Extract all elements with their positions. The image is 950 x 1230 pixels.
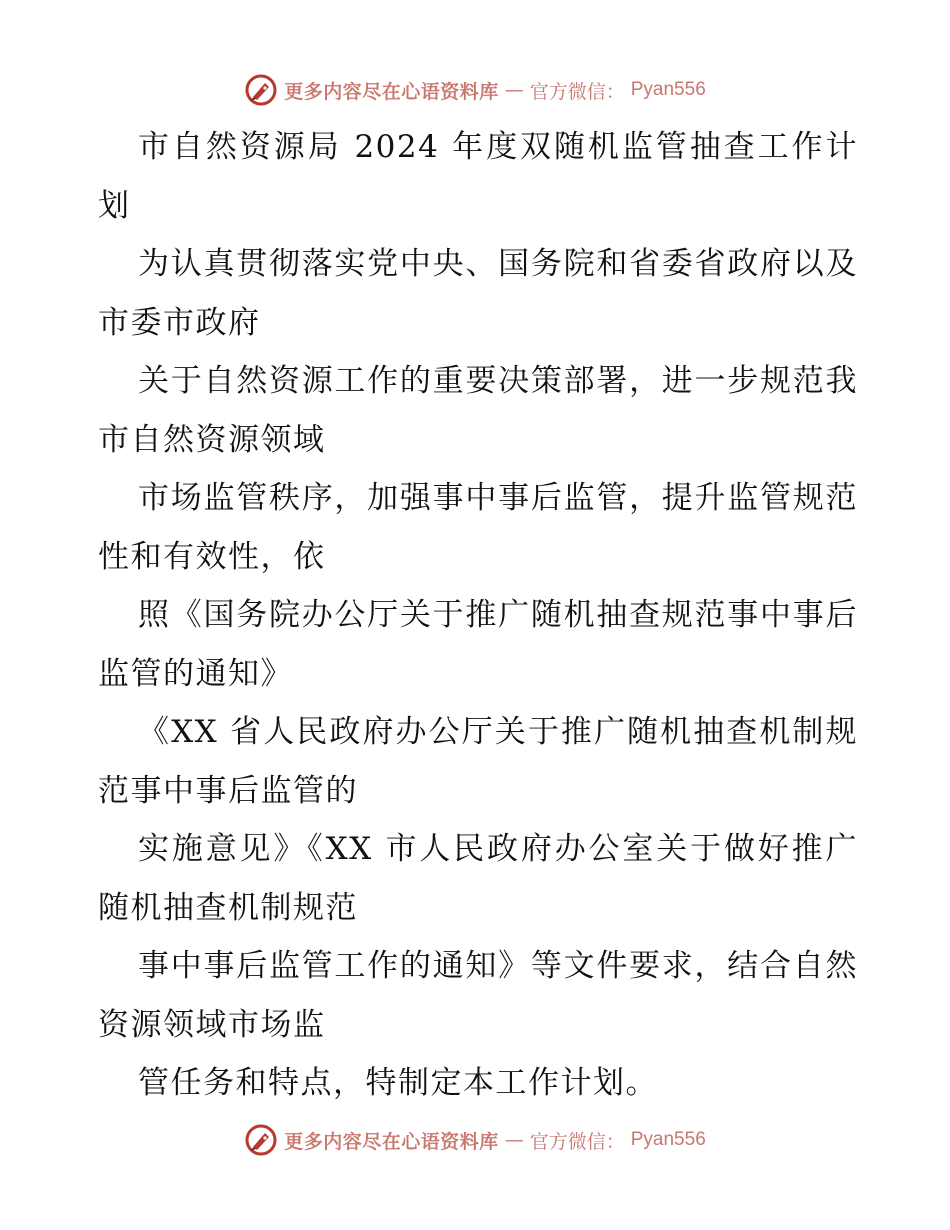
paragraph-4: 照《国务院办公厅关于推广随机抽查规范事中事后监管的通知》 <box>98 597 858 692</box>
paragraph-5: 《XX 省人民政府办公厅关于推广随机抽查机制规范事中事后监管的 <box>98 714 858 809</box>
watermark-official-label: 官方微信： <box>529 1130 625 1153</box>
watermark-wechat-id: Pyan556 <box>630 1129 706 1150</box>
document-body <box>98 118 858 1113</box>
header-watermark <box>0 70 950 110</box>
paragraph-2: 关于自然资源工作的重要决策部署，进一步规范我市自然资源领域 <box>98 363 858 458</box>
watermark-wechat-id: Pyan556 <box>630 79 706 100</box>
watermark-dash: — <box>504 79 524 101</box>
watermark-site-text: 更多内容尽在心语资料库 <box>284 1130 499 1153</box>
paragraph-3: 市场监管秩序，加强事中事后监管，提升监管规范性和有效性，依 <box>98 480 858 575</box>
watermark-official-label: 官方微信： <box>529 80 625 103</box>
footer-watermark <box>0 1120 950 1160</box>
paragraph-7: 事中事后监管工作的通知》等文件要求，结合自然资源领域市场监 <box>98 948 858 1043</box>
paragraph-6: 实施意见》《XX 市人民政府办公室关于做好推广随机抽查机制规范 <box>98 831 858 926</box>
paragraph-8: 管任务和特点，特制定本工作计划。 <box>138 1065 658 1101</box>
pen-nib-logo-icon <box>244 1123 278 1157</box>
pen-nib-logo-icon <box>244 73 278 107</box>
watermark-dash: — <box>504 1129 524 1151</box>
paragraph-1: 为认真贯彻落实党中央、国务院和省委省政府以及市委市政府 <box>98 246 858 341</box>
watermark-site-text: 更多内容尽在心语资料库 <box>284 80 499 103</box>
document-title: 市自然资源局 2024 年度双随机监管抽查工作计划 <box>98 129 858 224</box>
